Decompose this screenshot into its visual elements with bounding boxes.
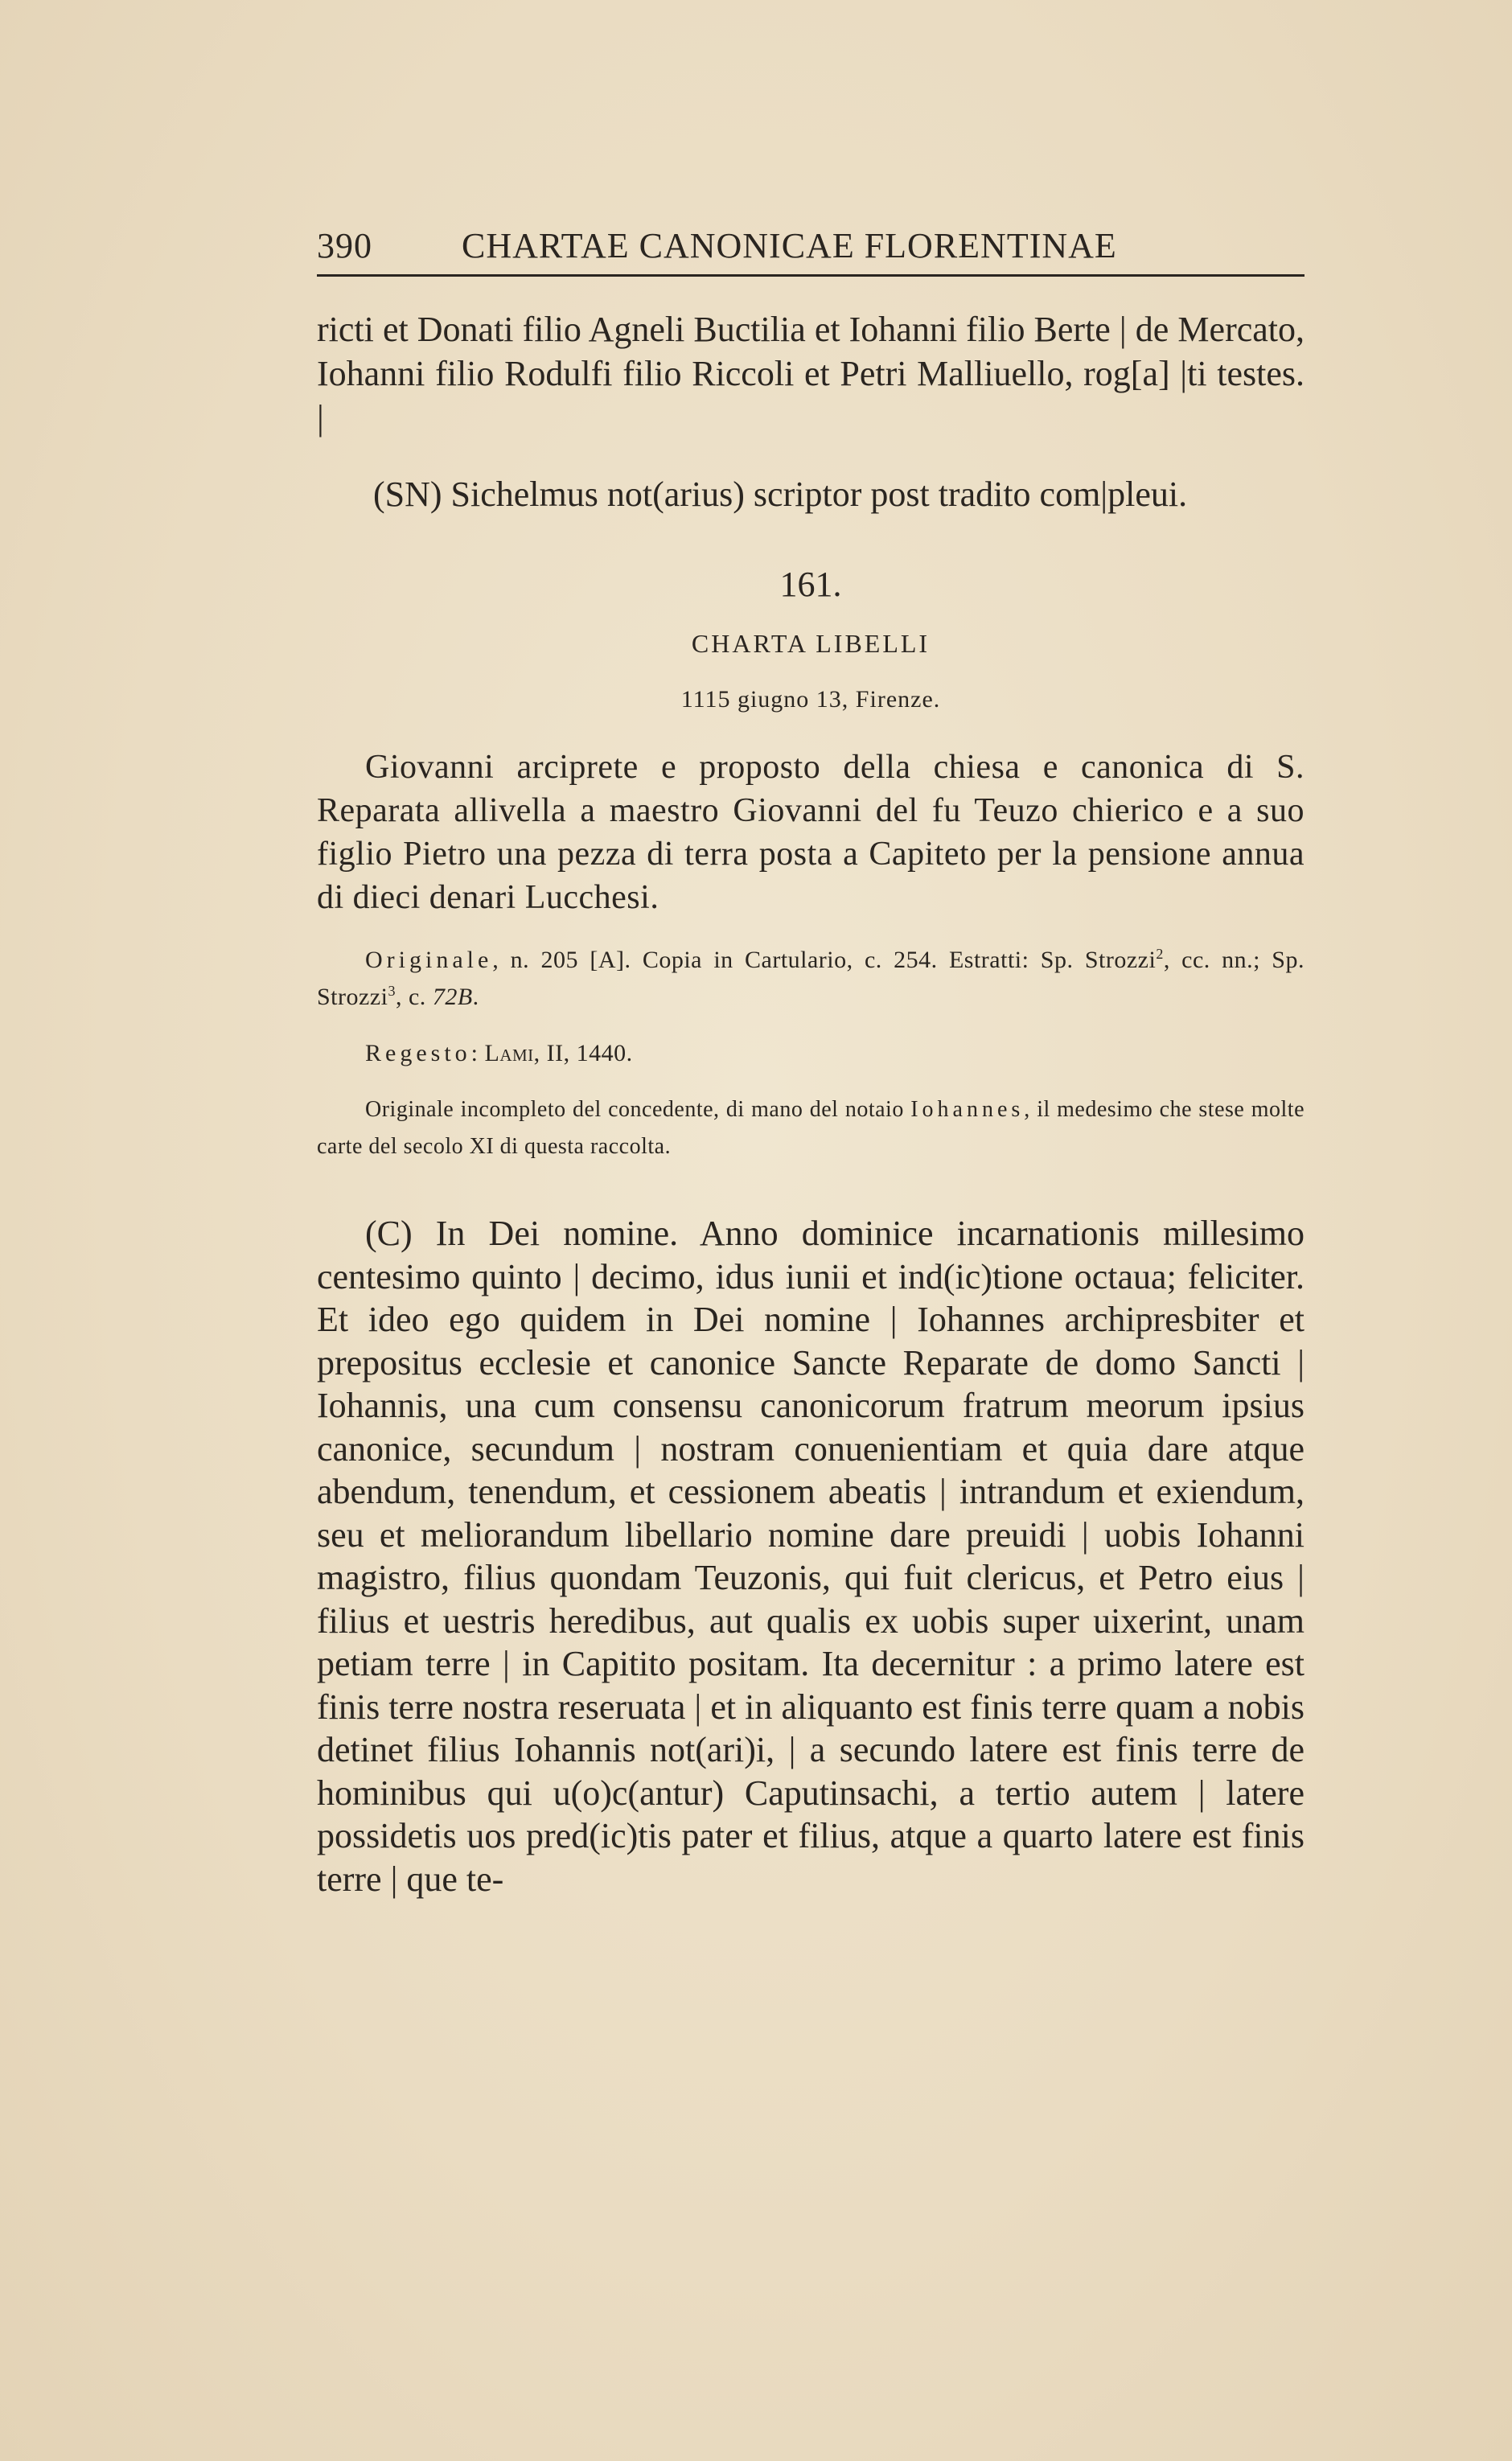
regesto [317,1035,1305,1072]
tradition-sup-1: 2 [1156,946,1164,962]
note-text-2: , il medesimo che stese molte carte del secolo XI di questa raccolta. [317,1097,1305,1159]
charter-text: (C) In Dei nomine. Anno dominice incarnationis millesimo centesimo quinto | decimo, idus iunii et ind(ic)tione octaua; feliciter. Et ideo ego quidem in Dei nomine | Iohannes archipresbiter et prepositus ecclesie et canonice Sancte Reparate de domo Sancti | Iohannis, una cum consensu canonicorum fratrum meorum ipsius canonice, secundum | nostram conuenientiam et quia dare atque abendum, tenendum, et cessionem abeatis | intrandum et exiendum, seu et meliorandum libellario nomine dare preuidi | uobis Iohanni magistro, filius quondam Teuzonis, qui fuit clericus, et Petro eius | filius et uestris heredibus, aut qualis ex uobis super uixerint, unam petiam terre | in Capitito positam. Ita decernitur : a primo latere est finis terre nostra reseruata | et in aliquanto est finis terre quam a nobis detinet filius Iohannis not(ari)i, | a secundo latere est finis terre de hominibus qui u(o)c(antur) Caputinsachi, a tertio autem | latere possidetis uos pred(ic)tis pater et filius, atque a quarto latere est finis terre | que te- [317,1214,1305,1899]
regesto-author: Lami [484,1040,534,1066]
notary-signature: (SN) Sichelmus not(arius) scriptor post tradito com|pleui. [373,475,1188,514]
tradition-folio: 72B [432,984,473,1010]
tradition-text-2: , cc. nn.; Sp. Strozzi [317,947,1305,1010]
manuscript-tradition [317,942,1305,1016]
tradition-text-3: , c. [395,984,433,1010]
tradition-text-1: , n. 205 [A]. Copia in Cartulario, c. 254. Estratti: Sp. Strozzi [492,947,1157,973]
tradition-sup-2: 3 [388,983,396,999]
regesto-colon: : [470,1040,485,1066]
page-number: 390 [317,226,372,265]
running-head [317,225,1305,277]
book-page [317,225,1305,1900]
editorial-note [317,1091,1305,1165]
document-number: 161. [779,565,842,604]
tradition-text-4: . [472,984,479,1010]
document-date: 1115 giugno 13, Firenze. [680,686,941,713]
tradition-label: Originale [365,947,493,973]
regesto-ref: , II, 1440. [533,1040,633,1066]
note-text-1: Originale incompleto del concedente, di mano del notaio [365,1097,911,1122]
regesto-label: Regesto [365,1040,471,1066]
running-title: CHARTAE CANONICAE FLORENTINAE [462,226,1117,265]
document-type: CHARTA LIBELLI [691,629,931,658]
previous-document-ending: ricti et Donati filio Agneli Buctilia et Iohanni filio Berte | de Mercato, Iohanni filio Rodulfi filio Riccoli et Petri Malliuello, rog[a] |ti testes. | [317,310,1305,438]
note-notary-name: Iohannes [910,1097,1025,1122]
document-summary: Giovanni arciprete e proposto della chiesa e canonica di S. Reparata allivella a maestro Giovanni del fu Teuzo chierico e a suo figlio Pietro una pezza di terra posta a Capiteto per la pensione annua di dieci denari Lucchesi. [317,749,1305,916]
